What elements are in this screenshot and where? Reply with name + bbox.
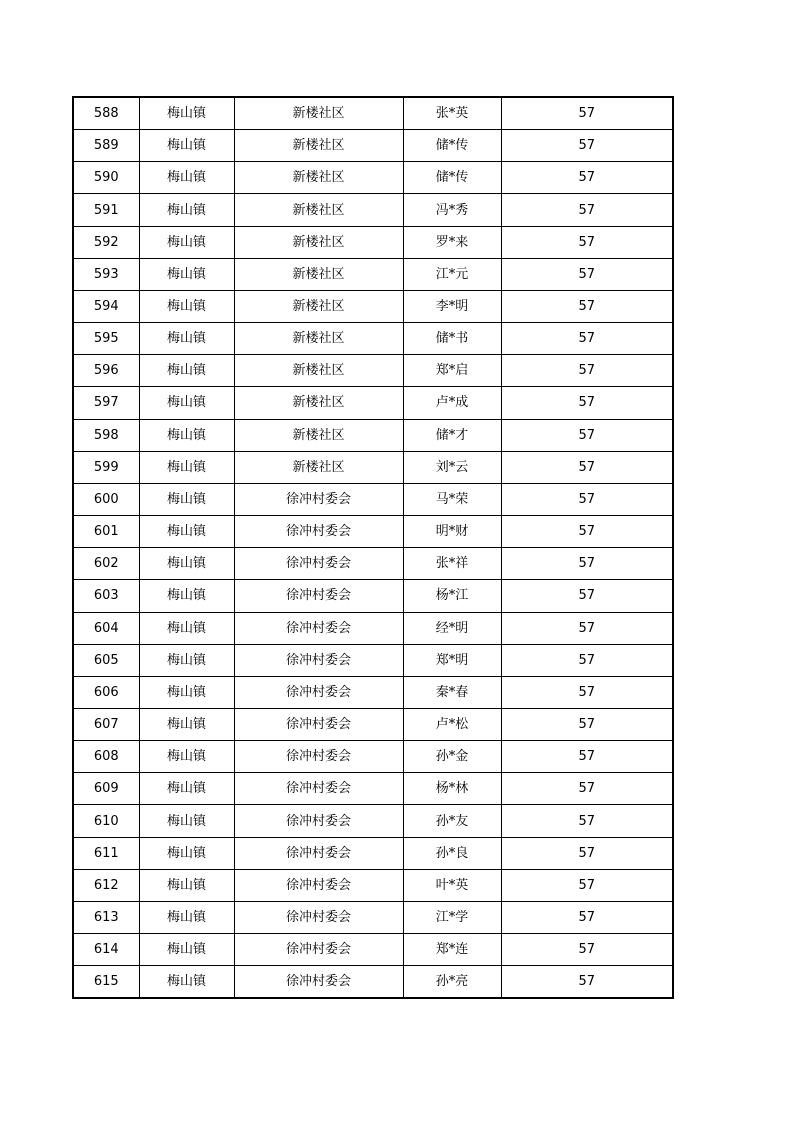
table-row (73, 258, 673, 290)
town-cell: 梅山镇 (139, 966, 234, 999)
amount-cell: 57 (501, 162, 673, 194)
community-cell: 徐冲村委会 (234, 773, 403, 805)
town-cell: 梅山镇 (139, 130, 234, 162)
amount-cell: 57 (501, 97, 673, 130)
table-row (73, 194, 673, 226)
name-cell: 郑*明 (403, 644, 501, 676)
table-row (73, 162, 673, 194)
amount-cell: 57 (501, 226, 673, 258)
community-cell: 徐冲村委会 (234, 580, 403, 612)
name-cell: 秦*春 (403, 676, 501, 708)
name-cell: 经*明 (403, 612, 501, 644)
name-cell: 叶*英 (403, 869, 501, 901)
table-row (73, 483, 673, 515)
row-number-cell: 601 (73, 516, 139, 548)
name-cell: 卢*成 (403, 387, 501, 419)
table-row (73, 934, 673, 966)
community-cell: 徐冲村委会 (234, 483, 403, 515)
row-number-cell: 603 (73, 580, 139, 612)
amount-cell: 57 (501, 966, 673, 999)
amount-cell: 57 (501, 580, 673, 612)
table-row (73, 323, 673, 355)
community-cell: 新楼社区 (234, 226, 403, 258)
name-cell: 储*传 (403, 130, 501, 162)
amount-cell: 57 (501, 676, 673, 708)
table-row (73, 548, 673, 580)
amount-cell: 57 (501, 419, 673, 451)
row-number-cell: 615 (73, 966, 139, 999)
town-cell: 梅山镇 (139, 934, 234, 966)
amount-cell: 57 (501, 901, 673, 933)
name-cell: 张*祥 (403, 548, 501, 580)
name-cell: 冯*秀 (403, 194, 501, 226)
community-cell: 新楼社区 (234, 130, 403, 162)
table-row (73, 419, 673, 451)
town-cell: 梅山镇 (139, 612, 234, 644)
table-row (73, 676, 673, 708)
row-number-cell: 594 (73, 290, 139, 322)
table-row (73, 773, 673, 805)
town-cell: 梅山镇 (139, 516, 234, 548)
table-row (73, 226, 673, 258)
row-number-cell: 607 (73, 708, 139, 740)
town-cell: 梅山镇 (139, 387, 234, 419)
row-number-cell: 596 (73, 355, 139, 387)
name-cell: 郑*连 (403, 934, 501, 966)
table-row (73, 966, 673, 999)
amount-cell: 57 (501, 323, 673, 355)
town-cell: 梅山镇 (139, 708, 234, 740)
row-number-cell: 611 (73, 837, 139, 869)
town-cell: 梅山镇 (139, 194, 234, 226)
name-cell: 孙*亮 (403, 966, 501, 999)
community-cell: 新楼社区 (234, 97, 403, 130)
community-cell: 徐冲村委会 (234, 837, 403, 869)
community-cell: 新楼社区 (234, 355, 403, 387)
amount-cell: 57 (501, 934, 673, 966)
table-row (73, 741, 673, 773)
community-cell: 徐冲村委会 (234, 934, 403, 966)
amount-cell: 57 (501, 869, 673, 901)
name-cell: 储*书 (403, 323, 501, 355)
town-cell: 梅山镇 (139, 162, 234, 194)
table-row (73, 290, 673, 322)
table-row (73, 355, 673, 387)
town-cell: 梅山镇 (139, 869, 234, 901)
data-table (72, 96, 674, 999)
amount-cell: 57 (501, 130, 673, 162)
amount-cell: 57 (501, 773, 673, 805)
community-cell: 新楼社区 (234, 323, 403, 355)
community-cell: 徐冲村委会 (234, 708, 403, 740)
name-cell: 杨*江 (403, 580, 501, 612)
town-cell: 梅山镇 (139, 548, 234, 580)
community-cell: 徐冲村委会 (234, 901, 403, 933)
town-cell: 梅山镇 (139, 451, 234, 483)
table-row (73, 708, 673, 740)
row-number-cell: 595 (73, 323, 139, 355)
town-cell: 梅山镇 (139, 805, 234, 837)
amount-cell: 57 (501, 290, 673, 322)
town-cell: 梅山镇 (139, 419, 234, 451)
community-cell: 徐冲村委会 (234, 805, 403, 837)
town-cell: 梅山镇 (139, 226, 234, 258)
name-cell: 孙*友 (403, 805, 501, 837)
name-cell: 罗*来 (403, 226, 501, 258)
row-number-cell: 614 (73, 934, 139, 966)
table-row (73, 869, 673, 901)
row-number-cell: 593 (73, 258, 139, 290)
amount-cell: 57 (501, 355, 673, 387)
row-number-cell: 609 (73, 773, 139, 805)
town-cell: 梅山镇 (139, 290, 234, 322)
row-number-cell: 612 (73, 869, 139, 901)
community-cell: 新楼社区 (234, 258, 403, 290)
amount-cell: 57 (501, 194, 673, 226)
row-number-cell: 589 (73, 130, 139, 162)
amount-cell: 57 (501, 516, 673, 548)
table-body (73, 97, 673, 998)
community-cell: 徐冲村委会 (234, 516, 403, 548)
row-number-cell: 591 (73, 194, 139, 226)
amount-cell: 57 (501, 805, 673, 837)
amount-cell: 57 (501, 644, 673, 676)
town-cell: 梅山镇 (139, 323, 234, 355)
community-cell: 新楼社区 (234, 451, 403, 483)
community-cell: 新楼社区 (234, 162, 403, 194)
community-cell: 徐冲村委会 (234, 869, 403, 901)
amount-cell: 57 (501, 387, 673, 419)
row-number-cell: 608 (73, 741, 139, 773)
amount-cell: 57 (501, 708, 673, 740)
row-number-cell: 590 (73, 162, 139, 194)
community-cell: 徐冲村委会 (234, 966, 403, 999)
name-cell: 江*学 (403, 901, 501, 933)
town-cell: 梅山镇 (139, 741, 234, 773)
name-cell: 李*明 (403, 290, 501, 322)
name-cell: 张*英 (403, 97, 501, 130)
name-cell: 明*财 (403, 516, 501, 548)
name-cell: 杨*林 (403, 773, 501, 805)
town-cell: 梅山镇 (139, 97, 234, 130)
table-row (73, 451, 673, 483)
community-cell: 新楼社区 (234, 387, 403, 419)
row-number-cell: 599 (73, 451, 139, 483)
table-row (73, 516, 673, 548)
row-number-cell: 592 (73, 226, 139, 258)
community-cell: 新楼社区 (234, 290, 403, 322)
town-cell: 梅山镇 (139, 837, 234, 869)
row-number-cell: 598 (73, 419, 139, 451)
community-cell: 徐冲村委会 (234, 644, 403, 676)
row-number-cell: 600 (73, 483, 139, 515)
table-row (73, 387, 673, 419)
community-cell: 徐冲村委会 (234, 676, 403, 708)
town-cell: 梅山镇 (139, 676, 234, 708)
community-cell: 徐冲村委会 (234, 612, 403, 644)
row-number-cell: 606 (73, 676, 139, 708)
row-number-cell: 597 (73, 387, 139, 419)
amount-cell: 57 (501, 612, 673, 644)
table-row (73, 130, 673, 162)
amount-cell: 57 (501, 548, 673, 580)
town-cell: 梅山镇 (139, 483, 234, 515)
community-cell: 徐冲村委会 (234, 548, 403, 580)
name-cell: 储*传 (403, 162, 501, 194)
town-cell: 梅山镇 (139, 901, 234, 933)
name-cell: 马*荣 (403, 483, 501, 515)
name-cell: 刘*云 (403, 451, 501, 483)
town-cell: 梅山镇 (139, 258, 234, 290)
amount-cell: 57 (501, 837, 673, 869)
table-row (73, 580, 673, 612)
table-row (73, 612, 673, 644)
table-row (73, 901, 673, 933)
community-cell: 新楼社区 (234, 419, 403, 451)
town-cell: 梅山镇 (139, 355, 234, 387)
table-row (73, 97, 673, 130)
town-cell: 梅山镇 (139, 580, 234, 612)
name-cell: 孙*良 (403, 837, 501, 869)
table-row (73, 805, 673, 837)
name-cell: 江*元 (403, 258, 501, 290)
town-cell: 梅山镇 (139, 644, 234, 676)
town-cell: 梅山镇 (139, 773, 234, 805)
table-row (73, 837, 673, 869)
community-cell: 新楼社区 (234, 194, 403, 226)
name-cell: 郑*启 (403, 355, 501, 387)
amount-cell: 57 (501, 451, 673, 483)
table-row (73, 644, 673, 676)
row-number-cell: 604 (73, 612, 139, 644)
row-number-cell: 588 (73, 97, 139, 130)
amount-cell: 57 (501, 258, 673, 290)
amount-cell: 57 (501, 483, 673, 515)
name-cell: 卢*松 (403, 708, 501, 740)
name-cell: 储*才 (403, 419, 501, 451)
row-number-cell: 602 (73, 548, 139, 580)
row-number-cell: 613 (73, 901, 139, 933)
community-cell: 徐冲村委会 (234, 741, 403, 773)
row-number-cell: 605 (73, 644, 139, 676)
row-number-cell: 610 (73, 805, 139, 837)
amount-cell: 57 (501, 741, 673, 773)
name-cell: 孙*金 (403, 741, 501, 773)
